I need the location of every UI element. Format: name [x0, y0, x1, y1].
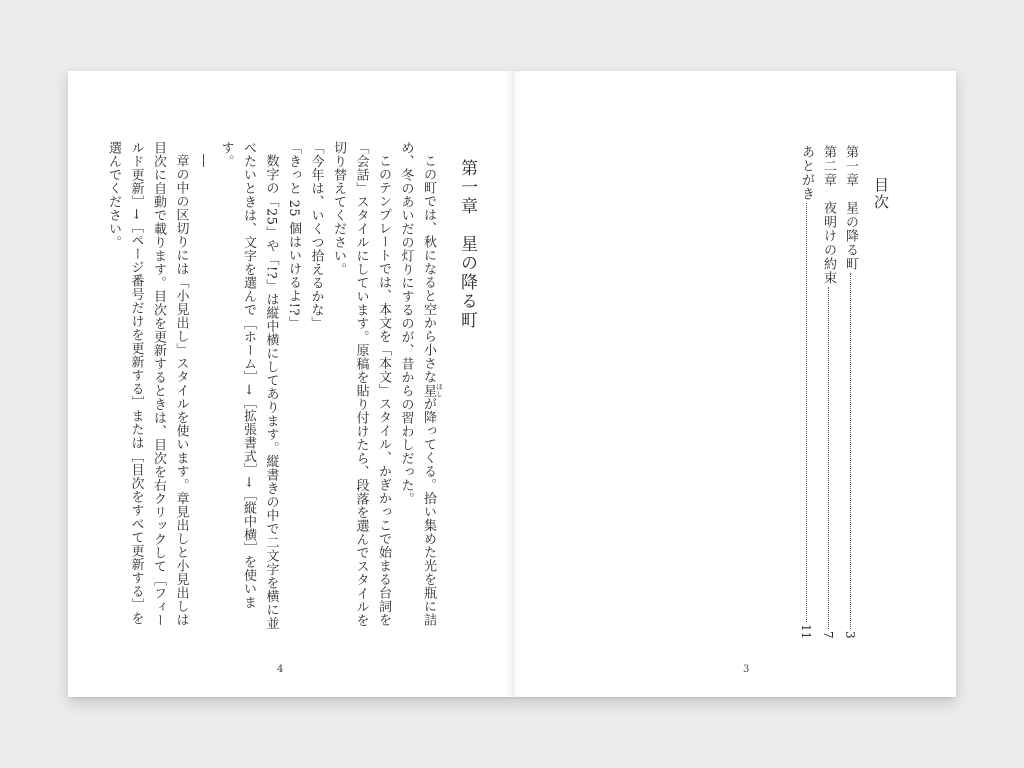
left-page — [68, 71, 512, 697]
book-spread — [68, 71, 956, 697]
toc-entry[interactable] — [795, 145, 817, 639]
table-of-contents — [795, 145, 892, 645]
page-number: 3 — [743, 664, 750, 675]
toc-entry[interactable] — [839, 145, 861, 639]
toc-entry-page: 7 — [821, 631, 835, 639]
toc-leader-dots — [795, 203, 807, 622]
ruby-reading: ほし — [435, 382, 444, 398]
toc-leader-dots — [839, 273, 851, 629]
toc-entry-label: 第一章 星の降る町 — [843, 145, 858, 271]
section-break: ― — [196, 154, 211, 168]
toc-entry-label: あとがき — [799, 145, 814, 201]
toc-entry-label: 第二章 夜明けの約束 — [821, 145, 836, 285]
toc-leader-dots — [817, 287, 829, 629]
paragraph: この町では、秋になると空から小さな星 ほしが降ってくる。拾い集めた光を瓶に詰め、冬のあいだの灯りにするのが、昔からの習わしだった。 — [398, 141, 444, 627]
right-page — [512, 71, 956, 697]
dialogue-line: 「今年は、いくつ拾えるかな」 — [308, 141, 324, 330]
chapter-heading: 第一章 星の降る町 — [457, 159, 477, 330]
toc-entry-page: 11 — [799, 623, 813, 639]
paragraph: 章の中の区切りには「小見出し」スタイルを使います。章見出しと小見出しは目次に自動で載ります。目次を更新するときは、目次を右クリックして［フィールド更新］→［ページ番号だけを更新する］または［目次をすべて更新する］を選んでください。 — [106, 141, 189, 627]
paragraph: このテンプレートでは、本文を「本文」スタイル、かぎかっこで始まる台詞を「会話」スタイルにしています。原稿を貼り付けたら、段落を選んでスタイルを切り替えてください。 — [331, 141, 391, 627]
dialogue-line: 「きっと 25 個はいけるよ!?」 — [286, 141, 301, 330]
toc-entry[interactable] — [817, 145, 839, 639]
page-number: 4 — [277, 664, 284, 675]
toc-title: 目次 — [872, 177, 890, 211]
body-text — [102, 141, 479, 631]
paragraph: 数字の「25」や「!?」は縦中横にしてあります。縦書きの中で二文字を横に並べたいときは、文字を選んで［ホーム］→［拡張書式］→［縦中横］を使います。 — [218, 141, 279, 631]
ruby-annotation: 星 ほし — [421, 382, 444, 398]
toc-entry-page: 3 — [843, 631, 857, 639]
